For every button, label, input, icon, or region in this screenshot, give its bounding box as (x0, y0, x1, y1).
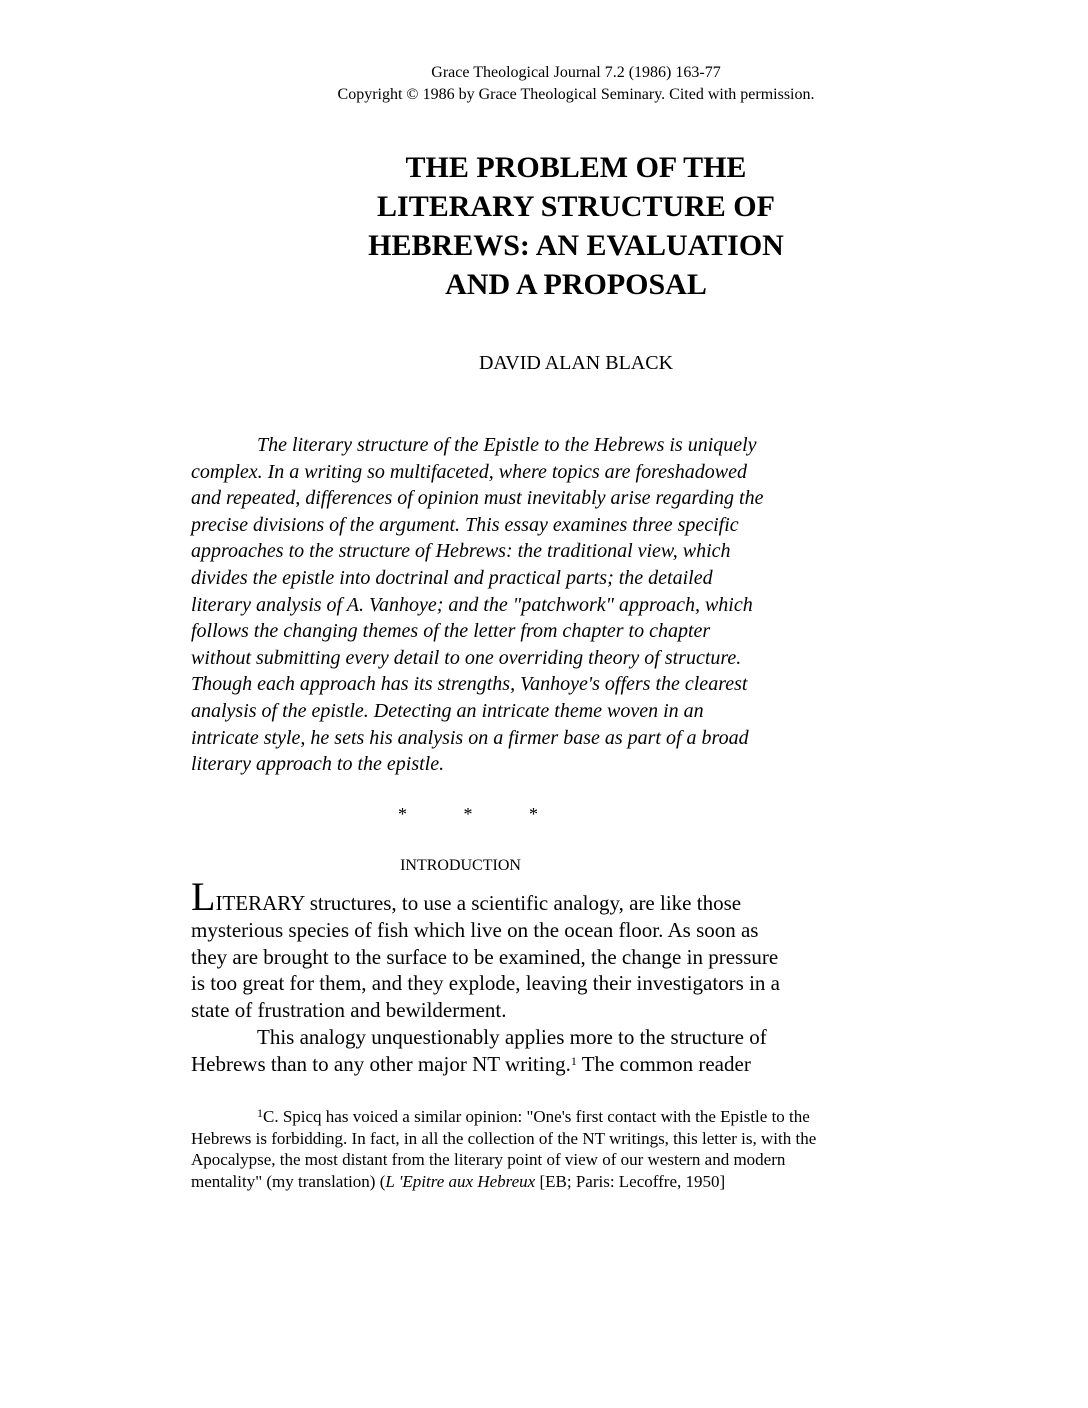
journal-header (0, 62, 1088, 106)
first-word-rest: ITERARY (215, 891, 305, 915)
body-line: This analogy unquestionably applies more to the structure of (257, 1024, 767, 1049)
abstract-line: The literary structure of the Epistle to the Hebrews is uniquely (257, 434, 757, 456)
abstract-line: complex. In a writing so multifaceted, where topics are foreshadowed (191, 460, 748, 483)
abstract-line: Though each approach has its strengths, Vanhoye's offers the clearest (191, 673, 748, 696)
journal-citation: Grace Theological Journal 7.2 (1986) 163-77 (431, 64, 721, 81)
section-heading: INTRODUCTION (400, 857, 521, 874)
abstract-line: follows the changing themes of the letter from chapter to chapter (191, 620, 711, 643)
drop-cap: L (191, 874, 216, 919)
first-line-rest: structures, to use a scientific analogy, are like those (304, 891, 742, 915)
body-segment: The common reader (576, 1051, 751, 1076)
author-name: DAVID ALAN BLACK (478, 352, 674, 374)
title-line: HEBREWS: AN EVALUATION (368, 229, 784, 262)
body-line: is too great for them, and they explode, leaving their investigators in a (191, 971, 781, 996)
title-line: LITERARY STRUCTURE OF (377, 190, 775, 223)
footnote (191, 1106, 931, 1192)
separator-star: * (463, 804, 473, 824)
footnote-line: Hebrews is forbidding. In fact, in all the collection of the NT writings, this letter is, with the (191, 1128, 817, 1148)
abstract-line: intricate style, he sets his analysis on a firmer base as part of a broad (191, 726, 749, 749)
footnote-reference[interactable]: 1 (570, 1053, 577, 1068)
body-line (191, 1051, 891, 1078)
title-line: AND A PROPOSAL (445, 268, 707, 301)
cited-work-title: L 'Epitre aux Hebreux (385, 1171, 536, 1191)
abstract-line: analysis of the epistle. Detecting an intricate theme woven in an (191, 699, 704, 722)
article-title (0, 148, 1088, 304)
abstract-line: precise divisions of the argument. This essay examines three specific (191, 513, 739, 536)
body-line (191, 874, 891, 919)
footnote-text: mentality" (my translation) ( (191, 1171, 386, 1191)
abstract-line: and repeated, differences of opinion must inevitably arise regarding the (191, 487, 764, 510)
footnote-text: [EB; Paris: Lecoffre, 1950] (535, 1171, 726, 1191)
body-line: mysterious species of fish which live on the ocean floor. As soon as (191, 917, 759, 942)
section-separator (398, 804, 538, 824)
footnote-line: Apocalypse, the most distant from the literary point of view of our western and modern (191, 1150, 786, 1169)
separator-star: * (398, 804, 407, 824)
title-line: THE PROBLEM OF THE (405, 151, 747, 184)
body-line: state of frustration and bewilderment. (191, 998, 507, 1023)
abstract-line: divides the epistle into doctrinal and practical parts; the detailed (191, 566, 713, 589)
footnote-line (191, 1106, 931, 1128)
abstract-line: literary approach to the epistle. (191, 753, 445, 776)
abstract-line: literary analysis of A. Vanhoye; and the "patchwork" approach, which (191, 593, 753, 616)
footnote-mark: 1 (257, 1106, 263, 1120)
abstract (191, 432, 863, 778)
footnote-text: C. Spicq has voiced a similar opinion: "One's first contact with the Epistle to the (263, 1107, 810, 1126)
abstract-line: without submitting every detail to one overriding theory of structure. (191, 646, 742, 669)
separator-star: * (529, 804, 538, 824)
footnote-line (191, 1171, 931, 1193)
copyright-notice: Copyright © 1986 by Grace Theological Seminary. Cited with permission. (337, 86, 815, 103)
body-line: they are brought to the surface to be examined, the change in pressure (191, 944, 779, 969)
abstract-line: approaches to the structure of Hebrews: the traditional view, which (191, 540, 731, 563)
body-text (191, 874, 891, 1078)
body-segment: Hebrews than to any other major NT writing. (191, 1051, 571, 1076)
